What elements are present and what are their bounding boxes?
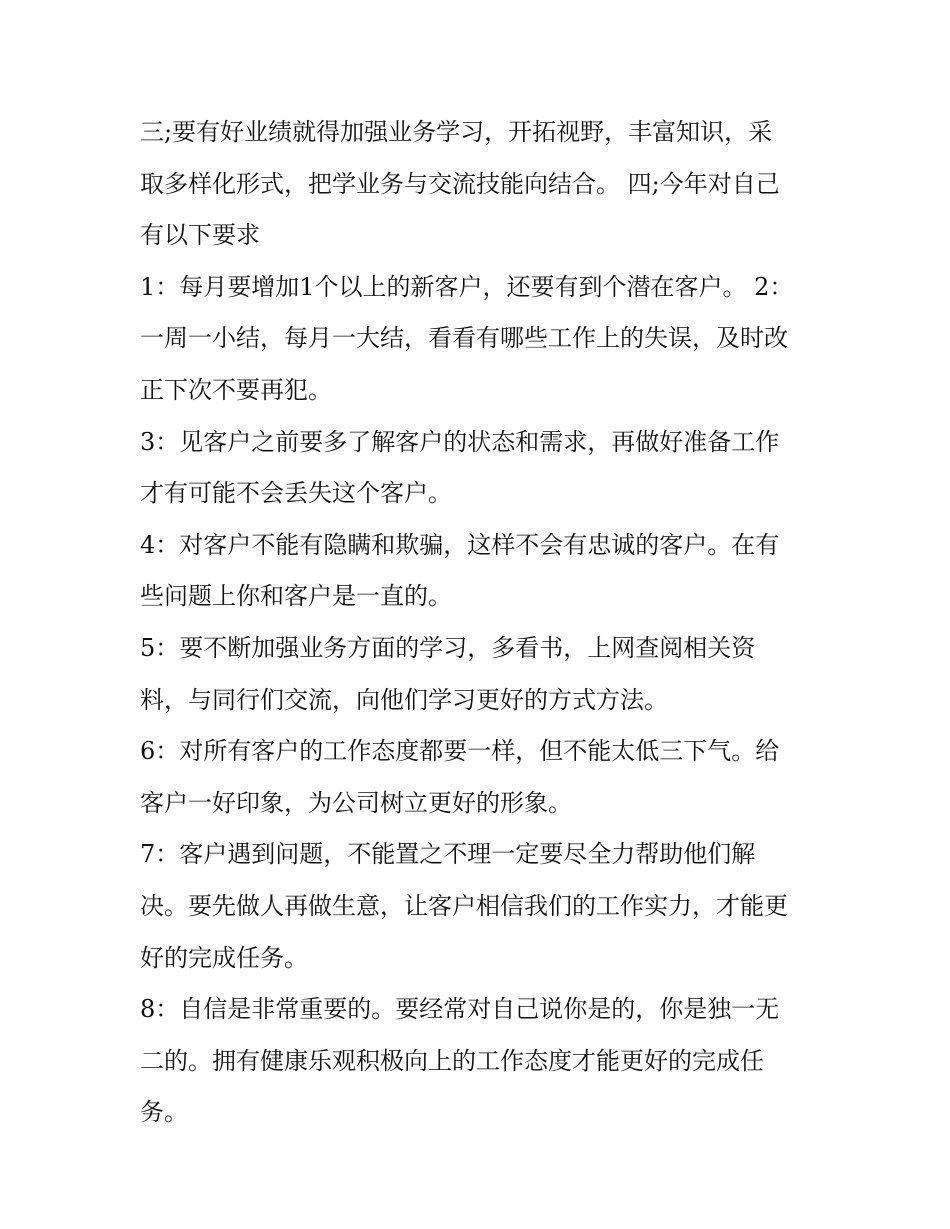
- text-line: 6：对所有客户的工作态度都要一样，但不能太低三下气。给: [140, 737, 780, 766]
- text-line: 5：要不断加强业务方面的学习，多看书，上网查阅相关资: [140, 633, 756, 662]
- text-line: 料，与同行们交流，向他们学习更好的方式方法。: [140, 685, 668, 714]
- text-line: 7：客户遇到问题，不能置之不理一定要尽全力帮助他们解: [140, 840, 756, 869]
- text-line: 正下次不要再犯。: [140, 375, 332, 404]
- text-line: 有以下要求: [140, 221, 260, 250]
- text-line: 务。: [140, 1098, 188, 1127]
- text-line: 一周一小结，每月一大结，看看有哪些工作上的失误，及时改: [140, 324, 788, 353]
- text-line: 些问题上你和客户是一直的。: [140, 582, 452, 611]
- document-body: [140, 107, 820, 1139]
- text-line: 决。要先做人再做生意，让客户相信我们的工作实力，才能更: [140, 891, 788, 920]
- text-line: 1：每月要增加1个以上的新客户，还要有到个潜在客户。 2：: [140, 272, 794, 301]
- text-line: 3：见客户之前要多了解客户的状态和需求，再做好准备工作: [140, 427, 780, 456]
- text-line: 8：自信是非常重要的。要经常对自己说你是的，你是独一无: [140, 995, 780, 1024]
- text-line: 取多样化形式，把学业务与交流技能向结合。 四;今年对自己: [140, 169, 780, 198]
- text-line: 才有可能不会丢失这个客户。: [140, 479, 452, 508]
- text-line: 4：对客户不能有隐瞒和欺骗，这样不会有忠诚的客户。在有: [140, 530, 780, 559]
- text-line: 好的完成任务。: [140, 943, 308, 972]
- text-line: 客户一好印象，为公司树立更好的形象。: [140, 788, 572, 817]
- text-line: 三;要有好业绩就得加强业务学习，开拓视野，丰富知识，采: [140, 118, 773, 146]
- text-line: 二的。拥有健康乐观积极向上的工作态度才能更好的完成任: [140, 1046, 764, 1075]
